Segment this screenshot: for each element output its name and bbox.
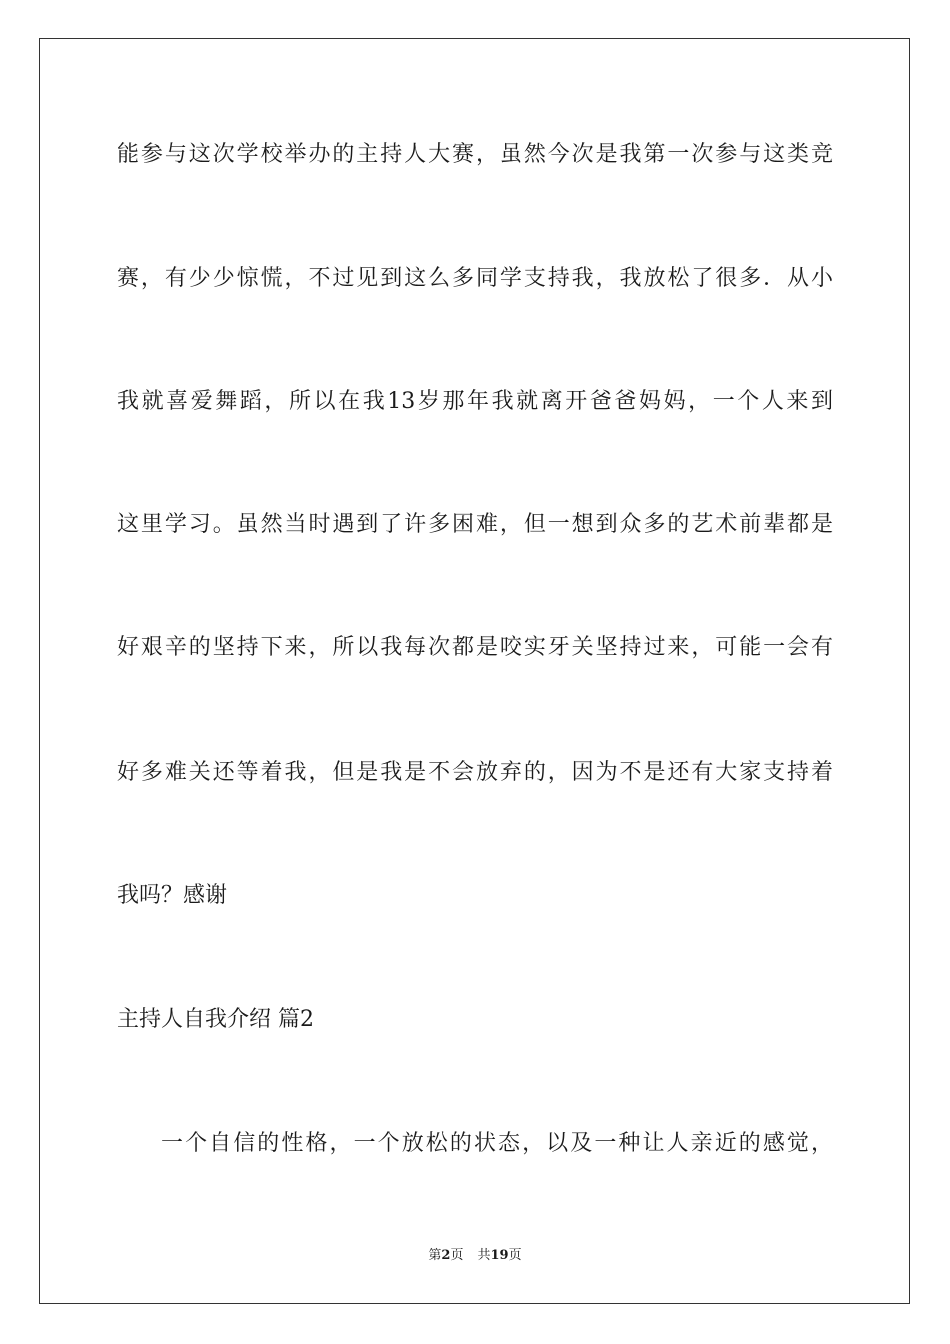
paragraph-line: 能参与这次学校举办的主持人大赛，虽然今次是我第一次参与这类竞 xyxy=(117,142,833,167)
paragraph-line: 好艰辛的坚持下来，所以我每次都是咬实牙关坚持过来，可能一会有 xyxy=(117,635,833,660)
current-page-number: 2 xyxy=(441,1248,451,1263)
page-border xyxy=(39,38,910,1304)
paragraph-line: 我吗？感谢 xyxy=(117,883,228,908)
footer-prefix: 第 xyxy=(428,1248,442,1263)
footer-total-prefix: 共 xyxy=(477,1248,491,1263)
section-heading: 主持人自我介绍 篇2 xyxy=(117,1007,314,1032)
paragraph-line: 我就喜爱舞蹈，所以在我13岁那年我就离开爸爸妈妈，一个人来到 xyxy=(117,389,833,414)
footer-total-suffix: 页 xyxy=(508,1248,522,1263)
footer-page-suffix: 页 xyxy=(450,1248,464,1263)
paragraph-line: 一个自信的性格，一个放松的状态，以及一种让人亲近的感觉， xyxy=(161,1131,833,1156)
paragraph-line: 这里学习。虽然当时遇到了许多困难，但一想到众多的艺术前辈都是 xyxy=(117,512,833,537)
page-footer xyxy=(0,1247,950,1265)
paragraph-line: 好多难关还等着我，但是我是不会放弃的，因为不是还有大家支持着 xyxy=(117,760,833,785)
paragraph-line: 赛，有少少惊慌，不过见到这么多同学支持我，我放松了很多．从小 xyxy=(117,266,833,291)
total-pages-number: 19 xyxy=(490,1248,509,1263)
